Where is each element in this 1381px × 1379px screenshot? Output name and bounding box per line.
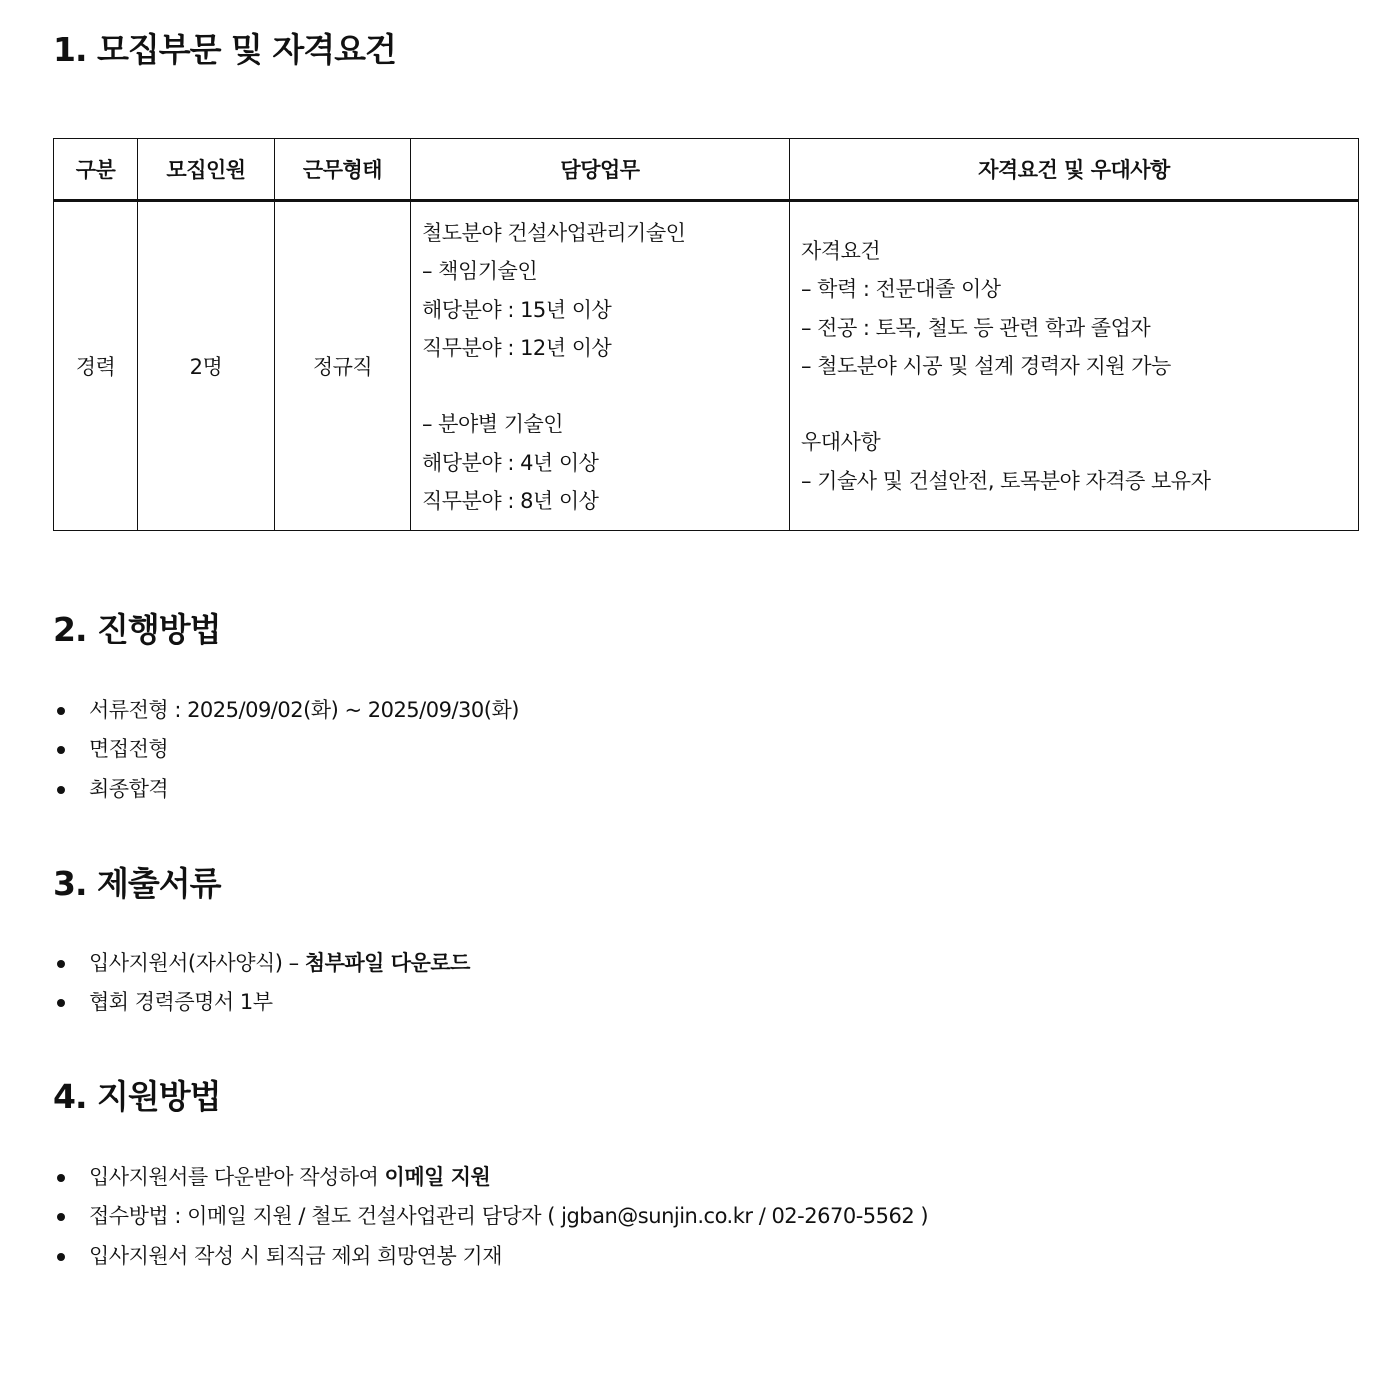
qualification-item: – 전공 : 토목, 철도 등 관련 학과 졸업자 — [801, 315, 1151, 340]
cell-headcount: 2명 — [138, 201, 275, 531]
bullet-icon — [57, 1213, 65, 1221]
list-item-text: 협회 경력증명서 1부 — [89, 990, 273, 1015]
recruitment-table — [53, 138, 1359, 531]
cell-qualifications — [790, 201, 1359, 531]
header-qualifications: 자격요건 및 우대사항 — [790, 139, 1359, 201]
duties-line: – 분야별 기술인 — [422, 412, 564, 437]
table-row — [54, 201, 1359, 531]
preferences-heading: 우대사항 — [801, 430, 881, 455]
cell-category: 경력 — [54, 201, 138, 531]
list-item-text: 입사지원서(자사양식) – — [89, 951, 305, 975]
duties-line: – 책임기술인 — [422, 259, 538, 284]
bullet-icon — [57, 786, 65, 794]
cell-employment-type: 정규직 — [275, 201, 411, 531]
bullet-icon — [57, 1253, 65, 1261]
cell-duties — [411, 201, 790, 531]
list-item — [53, 944, 470, 983]
section-1-title: 1. 모집부문 및 자격요건 — [53, 30, 396, 69]
table-header-row — [54, 139, 1359, 201]
qualifications-heading: 자격요건 — [801, 238, 881, 263]
bullet-icon — [57, 707, 65, 715]
qualification-item: – 학력 : 전문대졸 이상 — [801, 277, 1001, 302]
bullet-icon — [57, 1174, 65, 1182]
list-item-text: 서류전형 : 2025/09/02(화) ~ 2025/09/30(화) — [89, 698, 519, 722]
list-item — [53, 1237, 928, 1276]
list-item — [53, 983, 470, 1022]
email-apply-emphasis: 이메일 지원 — [384, 1165, 491, 1189]
preference-item: – 기술사 및 건설안전, 토목분야 자격증 보유자 — [801, 468, 1211, 493]
bullet-icon — [57, 746, 65, 754]
bullet-icon — [57, 999, 65, 1007]
duties-line: 철도분야 건설사업관리기술인 — [422, 221, 686, 245]
section-4-title: 4. 지원방법 — [53, 1077, 221, 1116]
documents-list — [53, 944, 470, 1023]
list-item — [53, 691, 519, 730]
list-item — [53, 770, 519, 809]
header-employment-type: 근무형태 — [275, 139, 411, 201]
qualification-item: – 철도분야 시공 및 설계 경력자 지원 가능 — [801, 353, 1171, 378]
bullet-icon — [57, 960, 65, 968]
list-item-text: 면접전형 — [89, 737, 169, 762]
qualifications-spacer — [801, 385, 1347, 423]
list-item-text: 입사지원서를 다운받아 작성하여 — [89, 1165, 385, 1189]
duties-line: 직무분야 : 8년 이상 — [422, 489, 599, 514]
header-headcount: 모집인원 — [138, 139, 275, 201]
duties-line: 직무분야 : 12년 이상 — [422, 335, 612, 360]
list-item-text: 접수방법 : 이메일 지원 / 철도 건설사업관리 담당자 ( jgban@sunjin.co.kr / 02-2670-5562 ) — [89, 1204, 929, 1229]
list-item-text: 최종합격 — [89, 776, 169, 801]
list-item-text: 입사지원서 작성 시 퇴직금 제외 희망연봉 기재 — [89, 1243, 502, 1268]
process-list — [53, 691, 519, 809]
section-2-title: 2. 진행방법 — [53, 610, 221, 649]
duties-line: 해당분야 : 4년 이상 — [422, 450, 599, 475]
section-3-title: 3. 제출서류 — [53, 864, 221, 903]
application-method-list — [53, 1158, 928, 1276]
list-item — [53, 1197, 928, 1236]
header-category: 구분 — [54, 139, 138, 201]
duties-spacer — [422, 367, 778, 405]
attachment-download-link[interactable]: 첨부파일 다운로드 — [304, 951, 470, 975]
list-item — [53, 730, 519, 769]
duties-line: 해당분야 : 15년 이상 — [422, 297, 612, 322]
header-duties: 담당업무 — [411, 139, 790, 201]
list-item — [53, 1158, 928, 1197]
